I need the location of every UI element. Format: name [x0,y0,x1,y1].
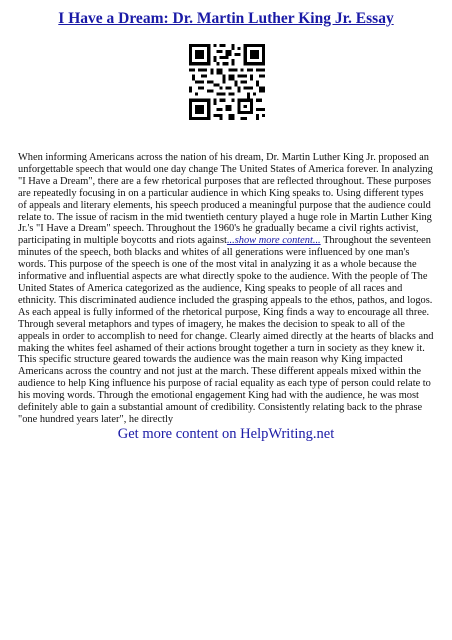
essay-text-part2: Throughout the seventeen minutes of the speech, both blacks and whites of all generations were influenced by one man's words. This purpose of the speech is one of the most vital in analyzing it as a whole because the informative and influential aspects are what directly spoke to the audience. With the people of The United States of America categorized as the audience, King speaks to people of all races and ethnicity. This discriminated audience included the grasping appeals to the ethos, pathos, and logos. As each appeal is fully informed of the rhetorical purpose, King finds a way to encourage all three. Through several metaphors and types of imagery, he makes the decision to speak to all of the appeals in order to accomplish to need for change. Clearly aimed directly at the hearts of blacks and making the whites feel ashamed of their actions brought together a turn in society as they knew it. This specific structure geared towards the audience was the main reason why King impacted Americans across the country and not just at the march. These different appeals mixed within the audience to help King influence his purpose of racial equality as each type of person could relate to his moving words. Through the emotional engagement King had with the audience, he was most definitely able to gain a substantial amount of credibility. Consistently relating back to the phrase "one hundred years later", he directly [18,235,434,425]
essay-text-part1: When informing Americans across the nation of his dream, Dr. Martin Luther King Jr. proposed an unforgettable speech that would one day change The United States of America forever. In analyzing "I Have a Dream", there are a few rhetorical purposes that are reflected throughout. These purposes are repeatedly focusing in on a particular audience in which King speaks to. Using different types of appeals and literary elements, his speech produced a meaningful purpose that the audience could relate to. The issue of racism in the mid twentieth century played a huge role in Martin Luther King Jr.'s "I Have a Dream" speech. Throughout the 1960's he gradually became a civil rights activist, participating in multiple boycotts and riots against [18,152,433,247]
show-more-link[interactable]: ...show more content... [226,235,321,247]
qr-code [189,44,265,120]
essay-body [18,152,434,426]
essay-title-link[interactable]: I Have a Dream: Dr. Martin Luther King Jr. Essay [58,10,394,27]
get-more-content-link[interactable]: Get more content on HelpWriting.net [117,426,335,442]
